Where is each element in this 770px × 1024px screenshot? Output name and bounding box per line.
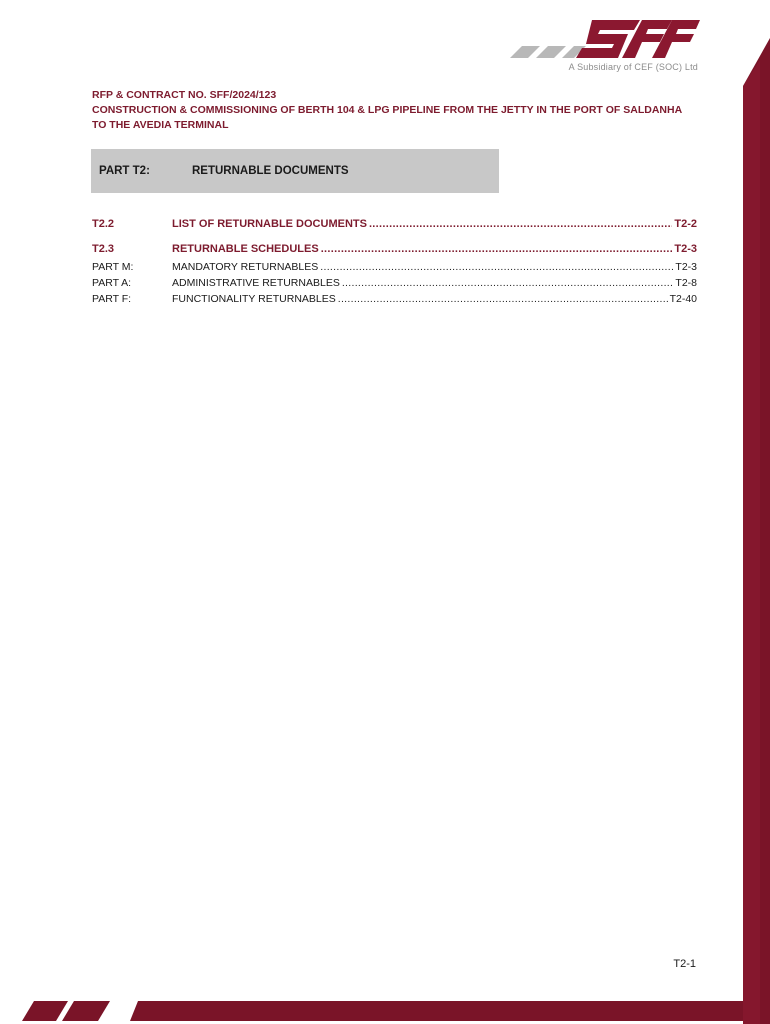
project-title-line2: TO THE AVEDIA TERMINAL (92, 119, 229, 131)
toc-page: T2-2 (674, 218, 697, 230)
part-title: RETURNABLE DOCUMENTS (192, 165, 349, 177)
toc-entry[interactable] (92, 218, 697, 234)
project-title-line1: CONSTRUCTION & COMMISSIONING OF BERTH 104 & LPG PIPELINE FROM THE JETTY IN THE PORT OF SALDANHA (92, 104, 683, 116)
toc-title: FUNCTIONALITY RETURNABLES (172, 293, 336, 305)
toc-leader-dots (342, 277, 674, 289)
bottom-slash-1 (22, 1001, 68, 1021)
toc-title: MANDATORY RETURNABLES (172, 261, 319, 273)
toc-number: PART F: (92, 293, 132, 305)
toc-leader-dots (369, 218, 672, 230)
page-number: T2-1 (673, 958, 696, 970)
toc-leader-dots (321, 243, 673, 255)
toc-page: T2-40 (669, 293, 697, 305)
table-of-contents (92, 218, 697, 309)
toc-number: T2.2 (92, 218, 115, 230)
toc-leader-dots (320, 261, 673, 273)
part-label: PART T2: (99, 165, 150, 177)
part-heading-box (91, 149, 499, 193)
toc-number: T2.3 (92, 243, 115, 255)
toc-title: RETURNABLE SCHEDULES (172, 243, 319, 255)
toc-subentry[interactable] (92, 293, 697, 309)
toc-page: T2-3 (675, 261, 697, 273)
toc-number: PART M: (92, 261, 134, 273)
contract-number: RFP & CONTRACT NO. SFF/2024/123 (92, 89, 277, 101)
bottom-slash-2 (62, 1001, 110, 1021)
toc-page: T2-8 (675, 277, 697, 289)
document-header (92, 88, 702, 133)
toc-leader-dots (338, 293, 668, 305)
toc-subentry[interactable] (92, 261, 697, 277)
toc-number: PART A: (92, 277, 132, 289)
toc-subentry[interactable] (92, 277, 697, 293)
toc-title: ADMINISTRATIVE RETURNABLES (172, 277, 340, 289)
logo-subtitle: A Subsidiary of CEF (SOC) Ltd (568, 62, 698, 72)
toc-page: T2-3 (674, 243, 697, 255)
toc-entry[interactable] (92, 243, 697, 259)
toc-title: LIST OF RETURNABLE DOCUMENTS (172, 218, 367, 230)
